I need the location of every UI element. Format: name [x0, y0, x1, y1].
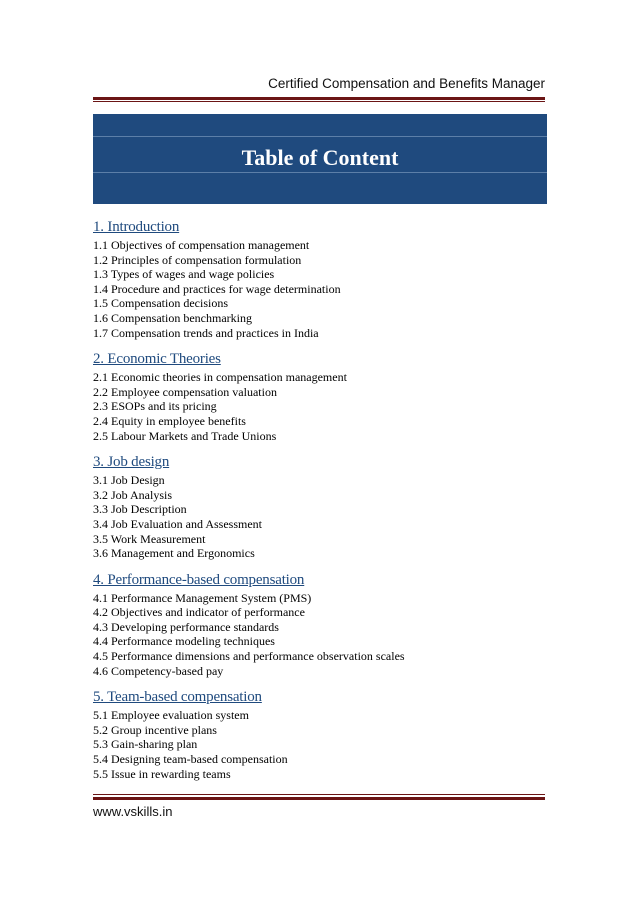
- toc-section: [93, 569, 553, 679]
- toc-item: 5.1 Employee evaluation system: [93, 708, 249, 723]
- toc-item: 1.5 Compensation decisions: [93, 296, 228, 311]
- toc-item: 4.4 Performance modeling techniques: [93, 634, 275, 649]
- toc-item: 4.5 Performance dimensions and performance observation scales: [93, 649, 405, 664]
- toc-item: 4.6 Competency-based pay: [93, 663, 224, 678]
- toc-item: 3.3 Job Description: [93, 502, 187, 517]
- toc-section: [93, 451, 553, 561]
- toc-item: 1.7 Compensation trends and practices in India: [93, 325, 319, 340]
- toc-item: 5.2 Group incentive plans: [93, 722, 217, 737]
- toc-item: 2.5 Labour Markets and Trade Unions: [93, 428, 277, 443]
- toc-item: 3.6 Management and Ergonomics: [93, 546, 255, 561]
- toc-item: 4.3 Developing performance standards: [93, 619, 279, 634]
- banner-line: [93, 172, 547, 173]
- toc-item: 4.1 Performance Management System (PMS): [93, 590, 312, 605]
- toc-item: 5.3 Gain-sharing plan: [93, 737, 198, 752]
- toc-item: 3.4 Job Evaluation and Assessment: [93, 516, 262, 531]
- section-heading[interactable]: 4. Performance-based compensation: [93, 571, 305, 588]
- section-heading[interactable]: 3. Job design: [93, 454, 170, 471]
- toc-list: [93, 216, 553, 789]
- toc-item: 2.1 Economic theories in compensation management: [93, 370, 347, 385]
- toc-item: 3.5 Work Measurement: [93, 531, 206, 546]
- toc-title: Table of Content: [241, 145, 399, 170]
- toc-item: 3.2 Job Analysis: [93, 487, 173, 502]
- toc-section: [93, 348, 553, 443]
- toc-item: 2.4 Equity in employee benefits: [93, 413, 246, 428]
- toc-section: [93, 216, 553, 340]
- header-rule-thin: [93, 101, 545, 102]
- footer-rule: [93, 797, 545, 800]
- toc-item: 1.6 Compensation benchmarking: [93, 310, 252, 325]
- toc-item: 3.1 Job Design: [93, 473, 165, 488]
- toc-item: 1.3 Types of wages and wage policies: [93, 267, 275, 282]
- toc-item: 5.5 Issue in rewarding teams: [93, 766, 231, 781]
- toc-item: 2.3 ESOPs and its pricing: [93, 399, 217, 414]
- toc-section: [93, 686, 553, 781]
- section-heading[interactable]: 1. Introduction: [93, 219, 180, 235]
- banner-line: [93, 136, 547, 137]
- toc-item: 1.2 Principles of compensation formulation: [93, 252, 302, 267]
- section-heading[interactable]: 2. Economic Theories: [93, 351, 221, 368]
- toc-item: 4.2 Objectives and indicator of performance: [93, 605, 305, 620]
- footer-url[interactable]: www.vskills.in: [93, 804, 173, 819]
- footer-rule-thin: [93, 794, 545, 795]
- toc-item: 1.1 Objectives of compensation management: [93, 238, 310, 252]
- toc-item: 1.4 Procedure and practices for wage determination: [93, 281, 341, 296]
- section-heading[interactable]: 5. Team-based compensation: [93, 689, 262, 706]
- toc-item: 2.2 Employee compensation valuation: [93, 384, 277, 399]
- header-rule: [93, 97, 545, 100]
- toc-item: 5.4 Designing team-based compensation: [93, 752, 288, 767]
- page-header: Certified Compensation and Benefits Manager: [268, 76, 545, 91]
